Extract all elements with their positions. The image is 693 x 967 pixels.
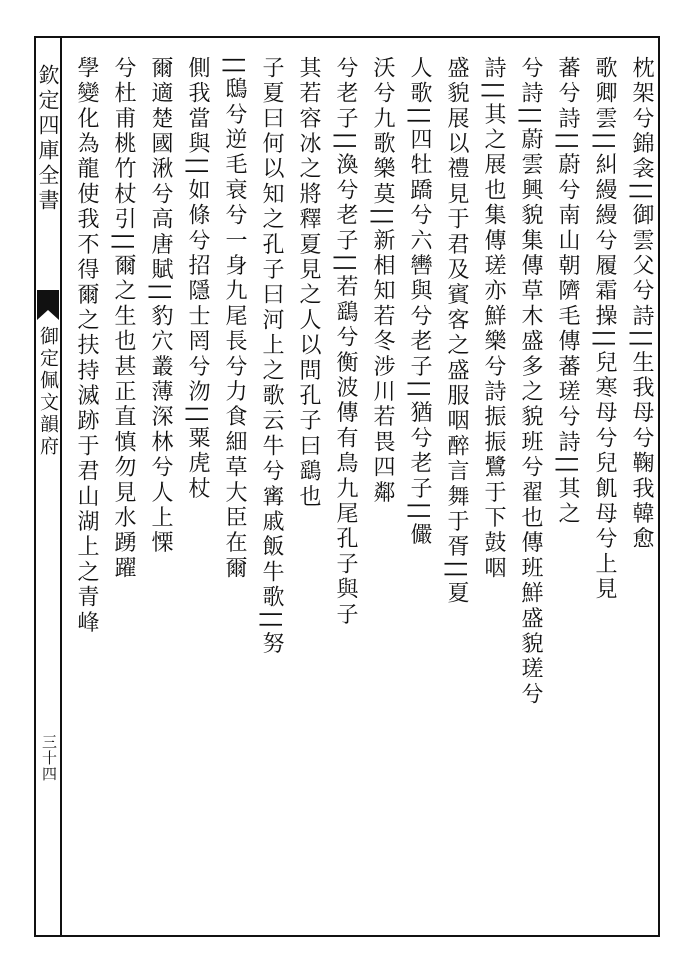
text-column: 兮老子||渙兮老子||若鷂兮衡波傳有鳥九尾孔子與子 <box>333 56 358 628</box>
text-column: 枕架兮錦衾||御雲父兮詩||生我母兮鞠我韓愈 <box>629 56 654 553</box>
collection-title: 欽定四庫全書 <box>36 64 60 214</box>
text-column: 蕃兮詩||蔚兮南山朝隮毛傳蕃瑳兮詩||其之 <box>555 56 580 527</box>
fishtail-mark-icon <box>37 290 59 320</box>
text-column: 學變化為龍使我不得爾之扶持滅跡于君山湖上之青峰 <box>74 56 99 636</box>
page-number: 三十四 <box>40 734 58 782</box>
text-column: 爾適楚國湫兮高唐賦||豹穴叢薄深林兮人上慄 <box>148 56 173 557</box>
text-column: 側我當與||如條兮招隱士罔兮沕||粟虎杖 <box>185 56 210 502</box>
text-column: 兮杜甫桃竹杖引||爾之生也甚正直慎勿見水踴躍 <box>111 56 136 582</box>
text-column: 子夏曰何以知之孔子曰河上之歌云牛兮寗戚飯牛歌||努 <box>259 56 284 657</box>
text-column: 盛貌展以禮見于君及賓客之盛服咽醉言舞于胥||夏 <box>444 56 469 607</box>
text-columns <box>64 56 658 926</box>
text-column: 兮詩||蔚雲興貌集傳草木盛多之貌班兮翟也傳班鮮盛貌瑳兮 <box>518 56 543 708</box>
text-column: 人歌||四牡蹻兮六轡與兮老子||猶兮老子||儼 <box>407 56 432 549</box>
book-title: 御定佩文韻府 <box>37 326 59 458</box>
text-column: 歌卿雲||糾縵縵兮履霜操||兒寒母兮兒飢母兮上見 <box>592 56 617 603</box>
text-column: ||鴟兮逆毛衰兮一身九尾長兮力食細草大臣在爾 <box>222 56 247 582</box>
text-column: 詩||其之展也集傳瑳亦鮮樂兮詩振振鷺于下鼓咽 <box>481 56 506 582</box>
text-column: 其若容冰之將釋夏見之人以問孔子曰鷂也 <box>296 56 321 510</box>
text-column: 沃兮九歌樂莫||新相知若冬涉川若畏四鄰 <box>370 56 395 506</box>
